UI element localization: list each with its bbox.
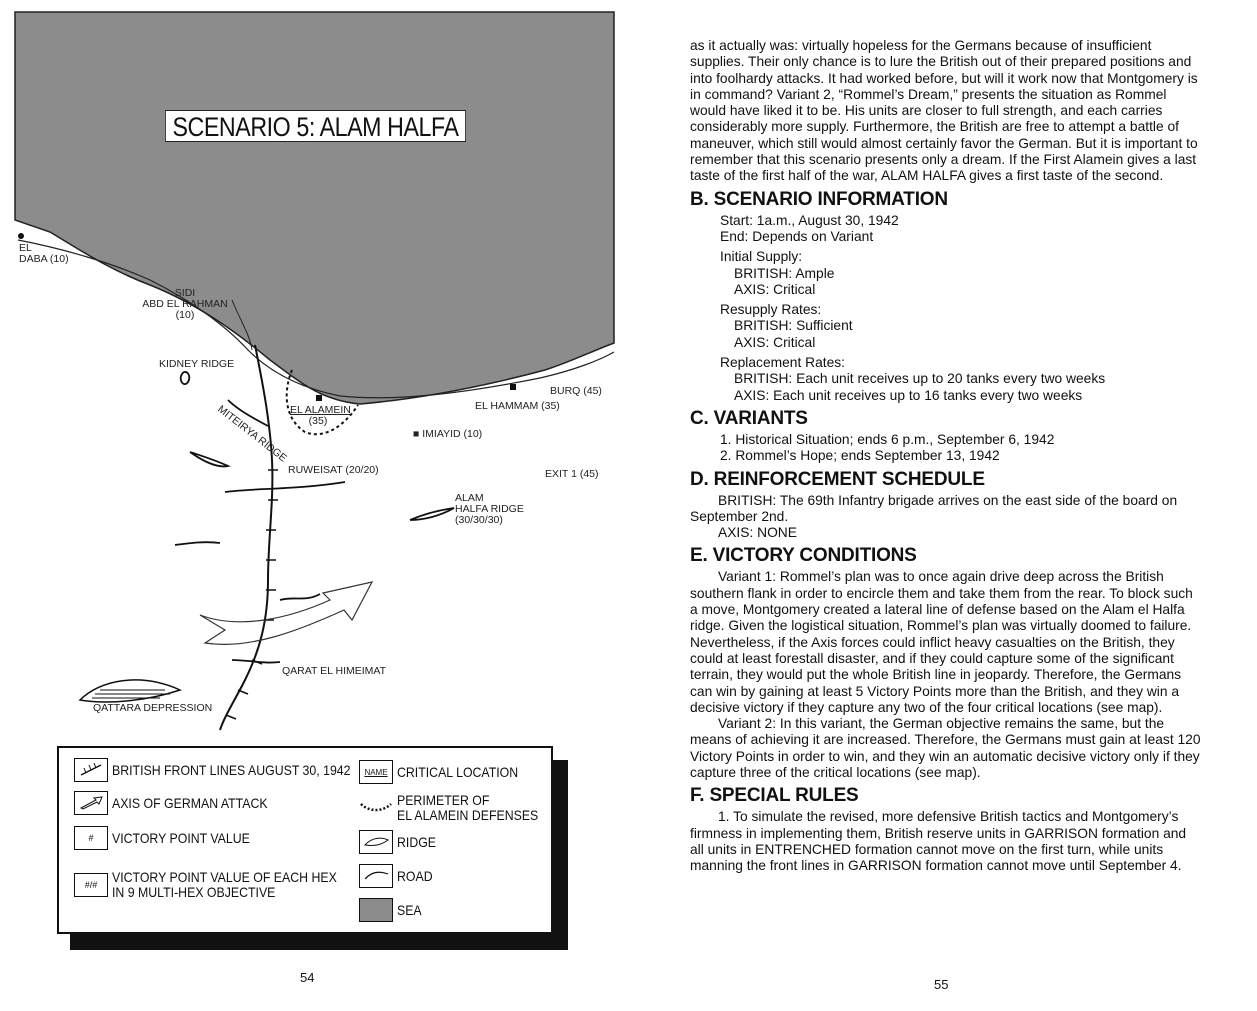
heading-variants: C. VARIANTS bbox=[690, 407, 808, 429]
map-label-el-alamein-value: (35) bbox=[308, 415, 328, 427]
heading-victory-conditions: E. VICTORY CONDITIONS bbox=[690, 545, 917, 567]
replacement-british: BRITISH: Each unit receives up to 20 tanks every two weeks bbox=[734, 371, 1106, 387]
name-box-icon: NAME bbox=[359, 760, 393, 784]
map-legend bbox=[57, 746, 553, 934]
replacement-label: Replacement Rates: bbox=[720, 355, 846, 371]
ridge-icon bbox=[359, 830, 393, 854]
legend-critical-location: NAME CRITICAL LOCATION bbox=[359, 760, 535, 784]
legend-front-lines: BRITISH FRONT LINES AUGUST 30, 1942 bbox=[74, 758, 383, 782]
map-label-el-alamein: EL ALAMEIN bbox=[290, 404, 351, 416]
axis-attack-arrow bbox=[200, 582, 372, 644]
map-label-qattara: QATTARA DEPRESSION bbox=[93, 702, 213, 714]
page-number-left: 54 bbox=[300, 970, 315, 985]
initial-supply-label: Initial Supply: bbox=[720, 249, 803, 265]
variant-1: 1. Historical Situation; ends 6 p.m., September 6, 1942 bbox=[720, 431, 1055, 447]
map-label-miteirya-ridge: MITEIRYA RIDGE bbox=[215, 403, 289, 465]
resupply-british: BRITISH: Sufficient bbox=[734, 318, 853, 334]
scenario-title: SCENARIO 5: ALAM HALFA bbox=[165, 110, 466, 142]
front-line-icon bbox=[74, 758, 108, 782]
ridge bbox=[280, 594, 320, 600]
heading-special-rules: F. SPECIAL RULES bbox=[690, 785, 859, 807]
sea-area bbox=[15, 12, 614, 404]
sea-swatch-icon bbox=[359, 898, 393, 922]
map-label-ruweisat: RUWEISAT (20/20) bbox=[288, 464, 379, 476]
attack-arrow-icon bbox=[74, 791, 108, 815]
map-label-kidney-ridge: KIDNEY RIDGE bbox=[159, 358, 235, 370]
reinforcement-axis: AXIS: NONE bbox=[718, 525, 797, 541]
legend-ridge: RIDGE bbox=[359, 830, 441, 854]
reinforcement-british: BRITISH: The 69th Infantry brigade arrives on the east side of the board on September 2nd. bbox=[690, 492, 1178, 524]
resupply-axis: AXIS: Critical bbox=[734, 334, 816, 350]
vp-hex-icon: #/# bbox=[74, 873, 108, 897]
page-number-right: 55 bbox=[934, 977, 949, 992]
legend-sea: SEA bbox=[359, 898, 425, 922]
perimeter-icon bbox=[359, 796, 393, 820]
right-page bbox=[628, 0, 1257, 1011]
heading-scenario-information: B. SCENARIO INFORMATION bbox=[690, 188, 948, 210]
legend-road: ROAD bbox=[359, 864, 437, 888]
initial-supply-axis: AXIS: Critical bbox=[734, 281, 816, 297]
legend-vp-hex: #/# VICTORY POINT VALUE OF EACH HEX IN 9 MULTI-HEX OBJECTIVE bbox=[74, 870, 367, 900]
qattara-depression bbox=[80, 680, 180, 702]
variant-2: 2. Rommel’s Hope; ends September 13, 1942 bbox=[720, 448, 1000, 464]
victory-variant-1: Variant 1: Rommel’s plan was to once again drive deep across the British southern flank in order to encircle them and take them from the rear. To block such a move, Montgomery created a lateral line of defense based on the Alam el Halfa ridge. Given the logistical situation, Rommel’s plan was virtually doomed to failure. Nevertheless, if the Axis forces could inflict heavy casualties on the British, they could at least forestall disaster, and if they could capture some of the significant terrain, they would put the whole British line in jeopardy. Therefore, the Germans can win by gaining at least 5 Victory Points more than the British, and they win a decisive victory if they capture any two of the four critical locations (see map). bbox=[690, 569, 1193, 715]
kidney-ridge bbox=[181, 372, 190, 384]
map-label-abd-el-rahman: ABD EL RAHMAN bbox=[142, 298, 228, 310]
map-label-el-daba-value: DABA (10) bbox=[19, 253, 69, 265]
replacement-axis: AXIS: Each unit receives up to 16 tanks every two weeks bbox=[734, 387, 1083, 403]
map-label-qarat: QARAT EL HIMEIMAT bbox=[282, 665, 387, 677]
map-label-exit: EXIT 1 (45) bbox=[545, 468, 599, 480]
alam-halfa-ridge bbox=[410, 508, 454, 520]
resupply-label: Resupply Rates: bbox=[720, 302, 822, 318]
rules-text bbox=[690, 38, 1202, 874]
heading-reinforcement: D. REINFORCEMENT SCHEDULE bbox=[690, 468, 985, 490]
el-hammam-marker bbox=[510, 384, 516, 390]
road-icon bbox=[359, 864, 393, 888]
map-label-sidi-value: (10) bbox=[175, 309, 195, 321]
map-label-burq: BURQ (45) bbox=[550, 385, 602, 397]
left-page bbox=[0, 0, 628, 1011]
initial-supply-british: BRITISH: Ample bbox=[734, 265, 835, 281]
british-front-line bbox=[220, 345, 272, 730]
el-alamein-marker bbox=[316, 395, 322, 401]
legend-axis-attack: AXIS OF GERMAN ATTACK bbox=[74, 791, 289, 815]
intro-paragraph: as it actually was: virtually hopeless for the Germans because of insufficient supplies. Their only chance is to lure the British out of their prepared positions and into foolhardy attacks. It had worked before, but will it work now that Montgomery is in command? Variant 2, “Rommel’s Dream,” presents the situation as Rommel would have liked it to be. His units are closer to full strength, and each carries considerably more supply. Furthermore, the British are free to attempt a battle of maneuver, which still would almost certainly favor the German. But it is important to remember that this scenario presents only a dream. If the First Alamein gives a last taste of the first half of the war, ALAM HALFA gives a first taste of the second. bbox=[690, 38, 1198, 184]
map-label-imiayid: ■ IMIAYID (10) bbox=[413, 428, 483, 440]
ridge bbox=[190, 452, 228, 466]
el-daba-marker bbox=[18, 233, 24, 239]
map-label-el-hammam: EL HAMMAM (35) bbox=[475, 400, 560, 412]
ridge bbox=[232, 660, 280, 663]
ridge bbox=[175, 542, 220, 545]
end-info: End: Depends on Variant bbox=[720, 228, 874, 244]
legend-perimeter: PERIMETER OF EL ALAMEIN DEFENSES bbox=[359, 793, 558, 823]
map-label-halfa-ridge: HALFA RIDGE bbox=[455, 503, 524, 515]
map-label-alam-halfa-value: (30/30/30) bbox=[455, 514, 503, 526]
legend-vp-value: # VICTORY POINT VALUE bbox=[74, 826, 269, 850]
map-label-sidi: SIDI bbox=[174, 287, 196, 299]
vp-value-icon: # bbox=[74, 826, 108, 850]
map-label-alam: ALAM bbox=[455, 492, 484, 504]
ruweisat-ridge bbox=[225, 482, 345, 492]
start-info: Start: 1a.m., August 30, 1942 bbox=[720, 212, 899, 228]
victory-variant-2: Variant 2: In this variant, the German objective remains the same, but the means of achieving it are increased. Therefore, the Germans must gain at least 120 Victory Points in order to win, and they win an automatic decisive victory only if they capture three of the critical locations (see map). bbox=[690, 716, 1201, 780]
map-label-el-daba: EL bbox=[19, 242, 32, 254]
special-rule-1: 1. To simulate the revised, more defensive British tactics and Montgomery’s firmness in implementing them, British reserve units in GARRISON formation and all units in ENTRENCHED formation cannot move on the first turn, while units manning the front lines in GARRISON formation cannot move until September 4. bbox=[690, 809, 1187, 874]
